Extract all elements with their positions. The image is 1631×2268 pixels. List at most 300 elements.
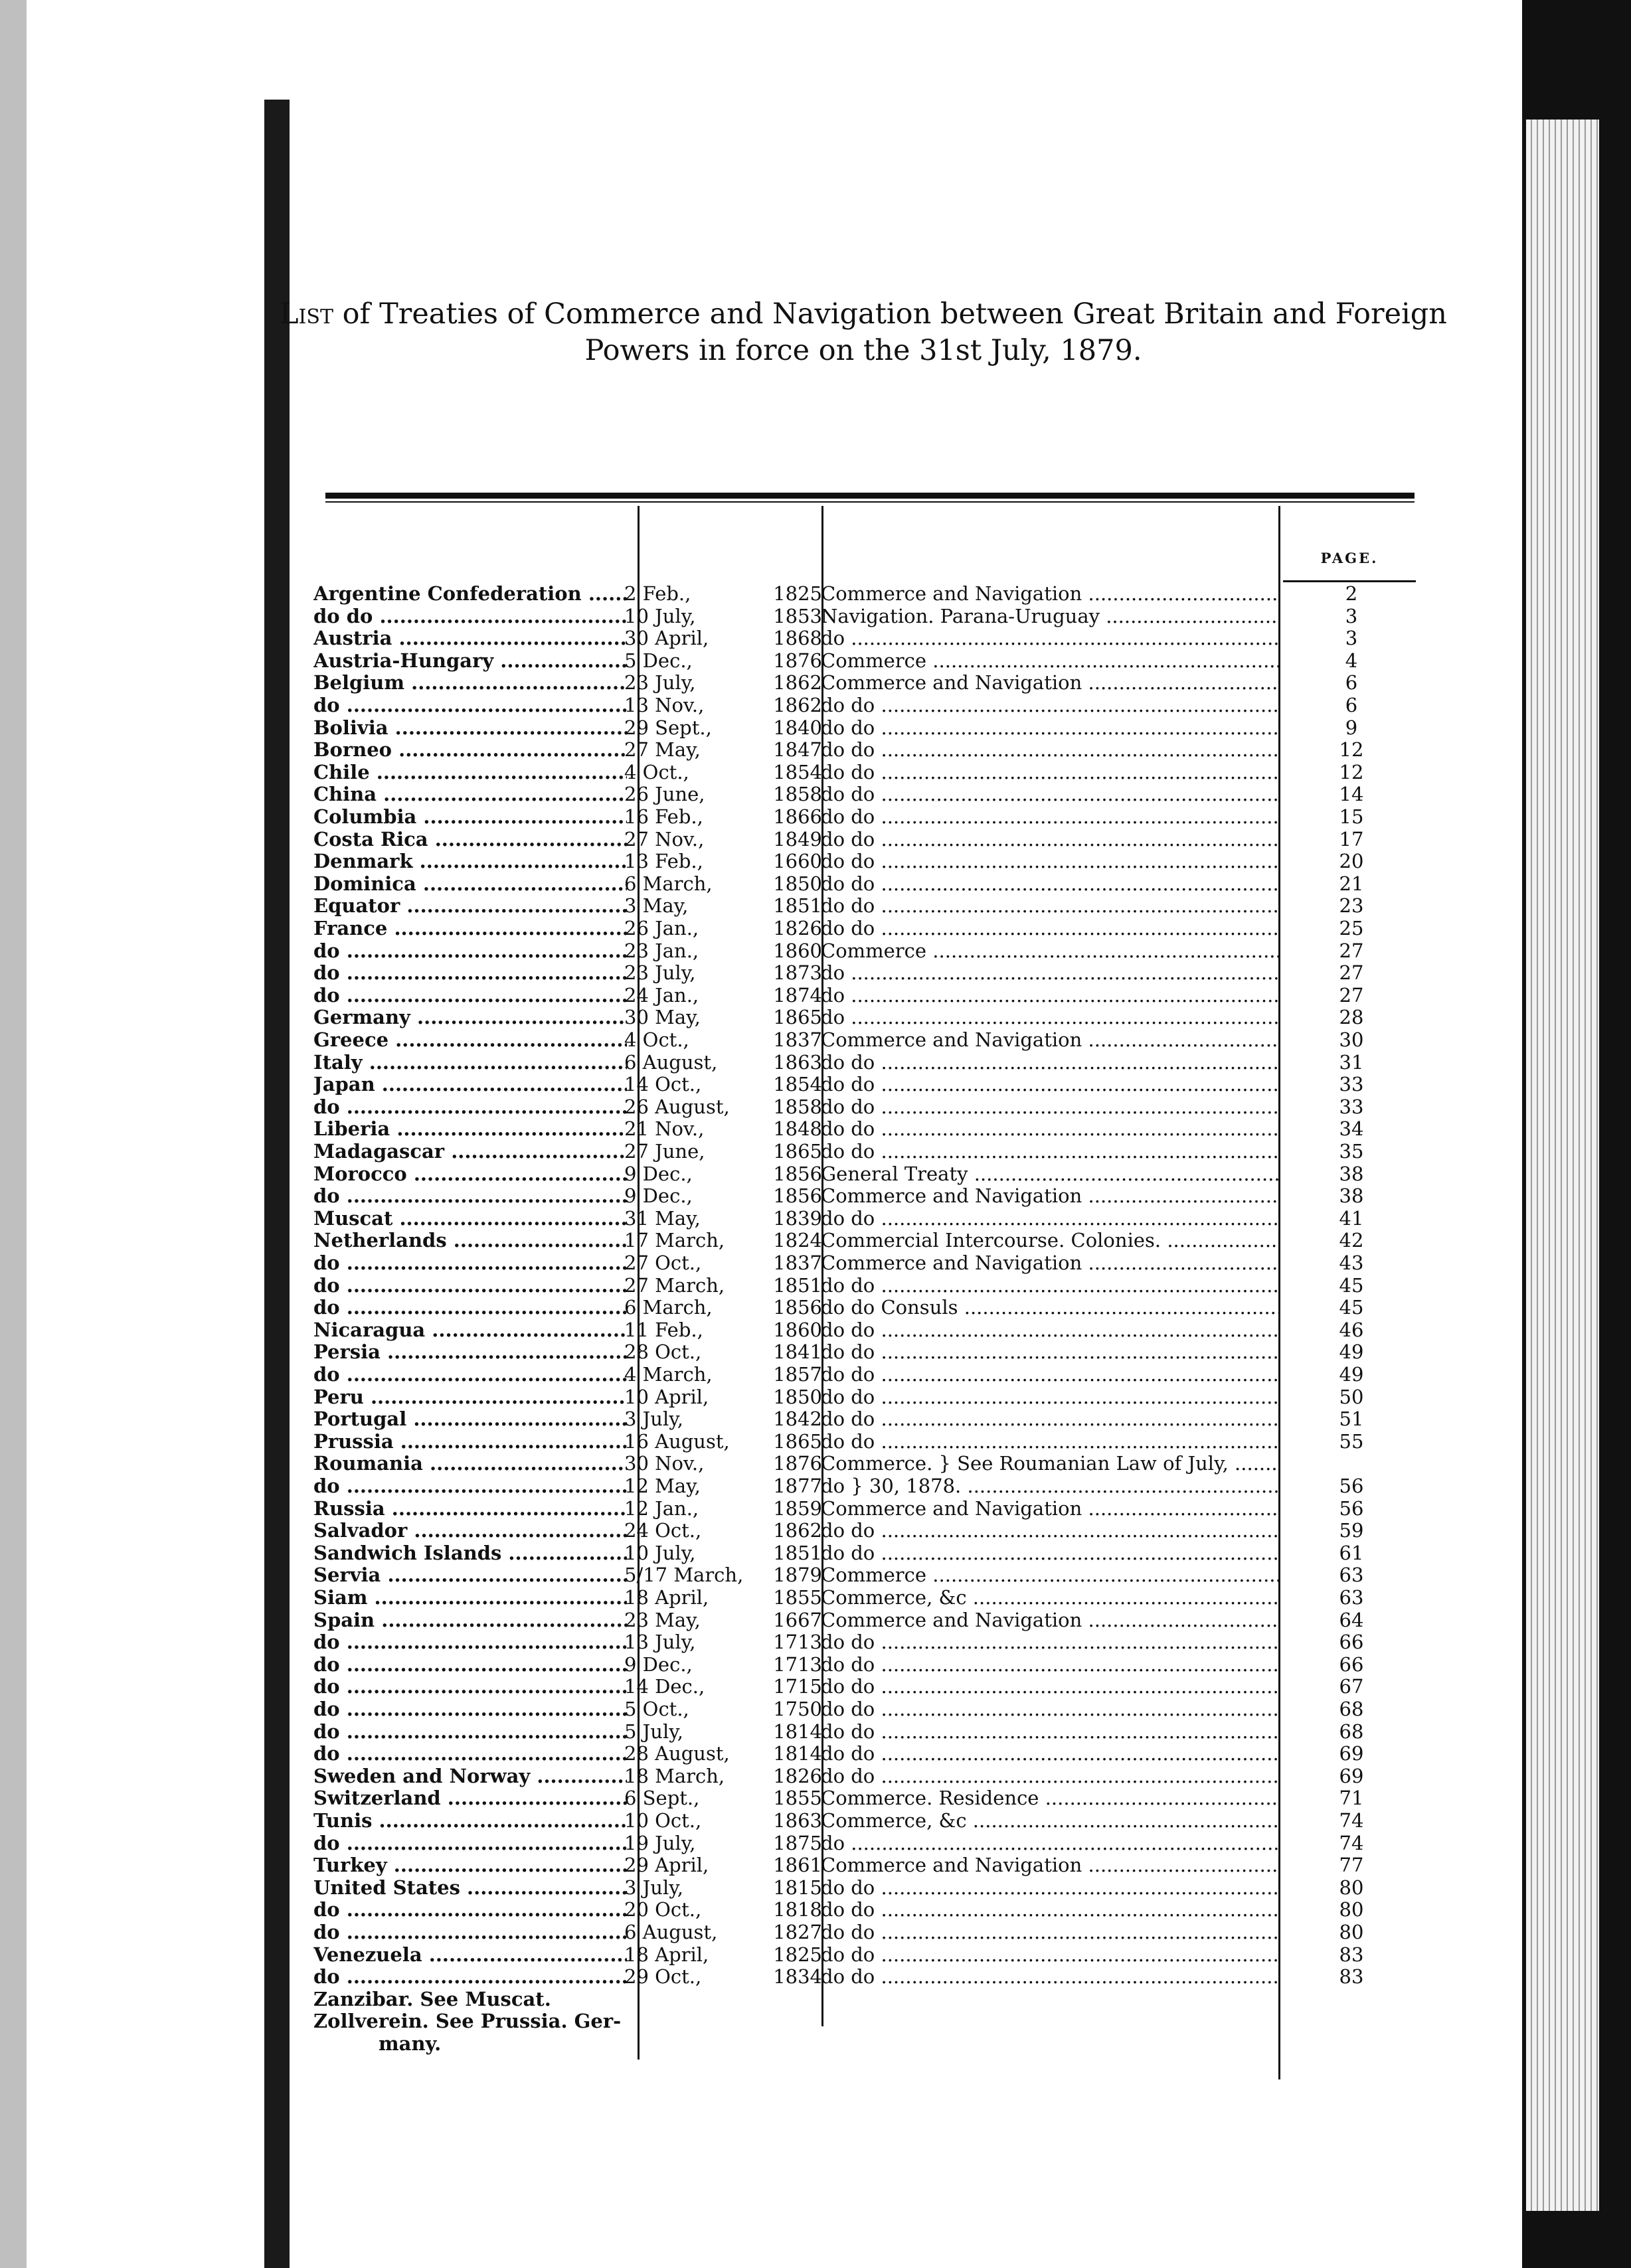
treaty-subject: do do ..... — [821, 694, 1279, 717]
treaty-page: 28 — [1339, 1006, 1364, 1029]
treaty-date: 29 April, — [624, 1854, 709, 1877]
treaty-date: 26 Jan., — [624, 918, 699, 939]
treaty-year: 1847 — [773, 738, 822, 762]
treaty-date: 6 March, — [624, 872, 713, 895]
treaty-subject: do do ..... — [821, 1319, 1279, 1342]
treaty-country: do do ..... — [313, 606, 627, 628]
treaty-country: do ..... — [313, 1966, 627, 1988]
treaty-date: 26 August, — [624, 1095, 730, 1118]
treaty-subject: do do ..... — [821, 1431, 1279, 1453]
book-spine — [264, 100, 290, 2268]
treaty-page: 27 — [1339, 961, 1364, 985]
treaty-date: 14 Oct., — [624, 1074, 702, 1096]
title-line-2: Powers in force on the 31st July, 1879. — [584, 334, 1142, 367]
treaty-subject: Commerce, &c ..... — [821, 1587, 1279, 1609]
treaty-year: 1855 — [773, 1787, 822, 1810]
treaty-date: 30 April, — [624, 627, 709, 650]
treaty-year: 1865 — [773, 1140, 822, 1163]
treaty-date: 10 Oct., — [624, 1810, 702, 1832]
treaty-year: 1826 — [773, 1764, 822, 1787]
treaty-page: 83 — [1339, 1943, 1364, 1966]
treaty-page: 67 — [1339, 1675, 1364, 1698]
treaty-year: 1851 — [773, 1273, 822, 1297]
treaty-subject: do do ..... — [821, 1721, 1279, 1743]
treaty-date: 20 Oct., — [624, 1899, 702, 1921]
treaty-year: 1857 — [773, 1363, 822, 1386]
treaty-subject: do do ..... — [821, 739, 1279, 762]
treaty-subject: do ..... — [821, 1007, 1279, 1029]
treaty-subject: do do ..... — [821, 1408, 1279, 1431]
treaty-country: Persia ..... — [313, 1341, 627, 1364]
treaty-date: 10 July, — [624, 605, 696, 627]
treaty-date: 6 August, — [624, 1051, 718, 1074]
treaty-date: 9 Dec., — [624, 1163, 693, 1185]
treaty-page: 23 — [1339, 894, 1364, 918]
treaty-year: 1856 — [773, 1162, 822, 1185]
top-thin-rule — [325, 501, 1415, 503]
treaty-year: 1879 — [773, 1564, 822, 1587]
footnote-line: Zanzibar. See Muscat. — [313, 1988, 551, 2010]
treaty-year: 1856 — [773, 1296, 822, 1319]
treaty-subject: do do Consuls ..... — [821, 1297, 1279, 1319]
treaty-country: do ..... — [313, 962, 627, 985]
treaty-date: 9 Dec., — [624, 1185, 693, 1208]
treaty-country: Denmark ..... — [313, 850, 627, 873]
treaty-year: 1827 — [773, 1921, 822, 1943]
treaty-country: France ..... — [313, 918, 627, 940]
treaty-page: 43 — [1339, 1252, 1364, 1274]
treaty-date: 11 Feb., — [624, 1319, 703, 1341]
treaty-country: do ..... — [313, 1899, 627, 1921]
footnote-line: Zollverein. See Prussia. Ger- — [313, 2010, 622, 2033]
treaty-subject: do do ..... — [821, 1052, 1279, 1074]
treaty-country: Nicaragua ..... — [313, 1319, 627, 1342]
treaty-country: Salvador ..... — [313, 1520, 627, 1542]
treaty-country: Madagascar ..... — [313, 1141, 627, 1163]
treaty-subject: do do ..... — [821, 850, 1279, 873]
treaty-page: 6 — [1345, 671, 1358, 694]
treaty-date: 5 Dec., — [624, 649, 693, 672]
treaty-country: do ..... — [313, 1832, 627, 1855]
treaty-country: do ..... — [313, 940, 627, 963]
treaty-date: 23 May, — [624, 1609, 701, 1631]
treaty-subject: do do ..... — [821, 1921, 1279, 1944]
treaty-country: Russia ..... — [313, 1498, 627, 1520]
treaty-subject: do do ..... — [821, 806, 1279, 829]
treaty-subject: do do ..... — [821, 873, 1279, 896]
treaty-year: 1865 — [773, 1429, 822, 1453]
treaty-subject: Commerce. } See Roumanian Law of July, ..... — [821, 1453, 1279, 1475]
treaty-country: Italy ..... — [313, 1052, 627, 1074]
treaty-date: 10 April, — [624, 1386, 709, 1408]
treaty-year: 1866 — [773, 805, 822, 828]
title-line-1 — [266, 297, 1461, 331]
treaty-country: Peru ..... — [313, 1386, 627, 1409]
treaty-subject: do do ..... — [821, 1141, 1279, 1163]
treaty-page: 61 — [1339, 1541, 1364, 1564]
footnote-line: many. — [379, 2033, 442, 2055]
treaty-subject: do do ..... — [821, 895, 1279, 918]
treaty-page: 80 — [1339, 1898, 1364, 1921]
treaty-subject: do do ..... — [821, 1096, 1279, 1119]
treaty-subject: do do ..... — [821, 1877, 1279, 1900]
treaty-page: 56 — [1339, 1475, 1364, 1497]
treaty-year: 1874 — [773, 983, 822, 1007]
treaty-year: 1860 — [773, 1318, 822, 1341]
treaty-date: 6 August, — [624, 1921, 718, 1943]
treaty-date: 18 March, — [624, 1765, 725, 1787]
treaty-country: Netherlands ..... — [313, 1230, 627, 1252]
treaty-subject: do do ..... — [821, 1765, 1279, 1788]
treaty-page: 71 — [1339, 1787, 1364, 1810]
treaty-date: 24 Oct., — [624, 1520, 702, 1542]
treaty-page: 83 — [1339, 1965, 1364, 1988]
treaty-date: 4 March, — [624, 1364, 713, 1386]
treaty-country: do ..... — [313, 985, 627, 1007]
treaty-page: 41 — [1339, 1206, 1364, 1230]
treaty-country: Austria-Hungary ..... — [313, 650, 627, 673]
treaty-year: 1713 — [773, 1653, 822, 1676]
treaty-country: Sandwich Islands ..... — [313, 1542, 627, 1565]
treaty-year: 1815 — [773, 1876, 822, 1899]
treaty-year: 1826 — [773, 917, 822, 939]
treaty-year: 1814 — [773, 1720, 822, 1743]
treaty-country: do ..... — [313, 694, 627, 717]
treaty-year: 1854 — [773, 760, 822, 783]
treaty-subject: do do ..... — [821, 783, 1279, 806]
treaty-subject: Commerce and Navigation ..... — [821, 672, 1279, 694]
treaty-page: 66 — [1339, 1653, 1364, 1676]
treaty-page: 68 — [1339, 1698, 1364, 1720]
treaty-country: Germany ..... — [313, 1007, 627, 1029]
treaty-subject: do do ..... — [821, 762, 1279, 784]
treaty-subject: do do ..... — [821, 1341, 1279, 1364]
treaty-year: 1851 — [773, 894, 822, 918]
treaty-date: 14 Dec., — [624, 1676, 705, 1698]
treaty-year: 1824 — [773, 1229, 822, 1252]
treaty-year: 1840 — [773, 716, 822, 739]
treaty-page: 77 — [1339, 1854, 1364, 1877]
treaty-date: 27 June, — [624, 1141, 705, 1163]
treaty-year: 1825 — [773, 1943, 822, 1966]
treaty-country: Sweden and Norway ..... — [313, 1765, 627, 1788]
treaty-page: 15 — [1339, 805, 1364, 828]
treaty-country: Tunis ..... — [313, 1810, 627, 1832]
treaty-year: 1849 — [773, 827, 822, 850]
treaty-country: Equator ..... — [313, 895, 627, 918]
treaty-date: 5/17 March, — [624, 1564, 744, 1587]
page-fore-edge — [1526, 120, 1599, 2211]
treaty-year: 1862 — [773, 694, 822, 716]
treaty-subject: do do ..... — [821, 1542, 1279, 1565]
treaty-date: 27 Oct., — [624, 1252, 702, 1274]
treaty-subject: do ..... — [821, 627, 1279, 650]
treaty-year: 1842 — [773, 1408, 822, 1431]
treaty-year: 1865 — [773, 1006, 822, 1029]
treaty-year: 1850 — [773, 872, 822, 895]
treaty-year: 1841 — [773, 1340, 822, 1364]
treaty-year: 1850 — [773, 1385, 822, 1408]
treaty-date: 17 March, — [624, 1230, 725, 1252]
treaty-year: 1667 — [773, 1608, 822, 1631]
treaty-date: 28 Oct., — [624, 1341, 702, 1364]
treaty-country: Prussia ..... — [313, 1431, 627, 1453]
treaty-year: 1856 — [773, 1184, 822, 1208]
treaty-year: 1853 — [773, 604, 822, 627]
treaty-year: 1839 — [773, 1206, 822, 1230]
treaty-page: 46 — [1339, 1318, 1364, 1341]
treaty-subject: do do ..... — [821, 1386, 1279, 1409]
treaty-subject: General Treaty ..... — [821, 1163, 1279, 1186]
treaty-date: 12 Jan., — [624, 1497, 699, 1520]
treaty-page: 35 — [1339, 1140, 1364, 1163]
treaty-date: 9 Dec., — [624, 1653, 693, 1676]
treaty-page: 42 — [1339, 1229, 1364, 1252]
treaty-subject: do ..... — [821, 962, 1279, 985]
treaty-page: 80 — [1339, 1921, 1364, 1943]
treaty-year: 1868 — [773, 627, 822, 650]
treaty-page: 12 — [1339, 738, 1364, 762]
treaty-year: 1858 — [773, 783, 822, 806]
treaty-page: 33 — [1339, 1073, 1364, 1096]
treaty-date: 30 May, — [624, 1007, 701, 1029]
treaty-date: 5 Oct., — [624, 1698, 689, 1720]
scan-left-edge — [0, 0, 27, 2268]
treaty-subject: Commerce and Navigation ..... — [821, 1609, 1279, 1632]
treaty-date: 29 Sept., — [624, 716, 712, 739]
treaty-country: do ..... — [313, 1364, 627, 1386]
treaty-year: 1660 — [773, 850, 822, 873]
treaty-year: 1877 — [773, 1475, 822, 1497]
treaty-subject: do do ..... — [821, 1743, 1279, 1765]
treaty-country: Turkey ..... — [313, 1854, 627, 1877]
treaty-date: 16 August, — [624, 1430, 730, 1453]
treaty-year: 1876 — [773, 1452, 822, 1475]
treaty-page: 3 — [1345, 627, 1358, 650]
treaty-page: 50 — [1339, 1385, 1364, 1408]
treaty-page: 12 — [1339, 760, 1364, 783]
treaty-year: 1859 — [773, 1497, 822, 1520]
treaty-page: 51 — [1339, 1408, 1364, 1431]
treaty-subject: do do ..... — [821, 1631, 1279, 1654]
treaty-country: do ..... — [313, 1654, 627, 1676]
treaty-date: 27 May, — [624, 739, 701, 762]
treaty-date: 18 April, — [624, 1587, 709, 1609]
treaty-country: do ..... — [313, 1275, 627, 1297]
title-rest: of Treaties of Commerce and Navigation between Great Britain and Foreign — [342, 297, 1447, 331]
treaty-page: 45 — [1339, 1273, 1364, 1297]
treaty-date: 3 May, — [624, 895, 689, 918]
treaty-subject: do do ..... — [821, 1654, 1279, 1676]
treaty-page: 74 — [1339, 1809, 1364, 1832]
treaty-country: do ..... — [313, 1743, 627, 1765]
top-thick-rule — [325, 493, 1415, 499]
treaty-date: 24 Jan., — [624, 984, 699, 1007]
treaty-page: 6 — [1345, 694, 1358, 716]
treaty-subject: do do ..... — [821, 829, 1279, 851]
treaty-subject: Commerce ..... — [821, 1564, 1279, 1587]
treaty-date: 18 April, — [624, 1943, 709, 1966]
treaty-date: 26 June, — [624, 783, 705, 806]
treaty-page: 59 — [1339, 1519, 1364, 1542]
treaty-page: 74 — [1339, 1831, 1364, 1854]
treaty-country: do ..... — [313, 1252, 627, 1275]
treaty-country: Spain ..... — [313, 1609, 627, 1632]
treaty-page: 14 — [1339, 783, 1364, 806]
treaty-year: 1834 — [773, 1965, 822, 1988]
treaty-country: Switzerland ..... — [313, 1787, 627, 1810]
treaty-country: Greece ..... — [313, 1029, 627, 1052]
treaty-page: 17 — [1339, 827, 1364, 850]
treaty-page: 31 — [1339, 1050, 1364, 1074]
treaty-year: 1858 — [773, 1095, 822, 1118]
treaty-year: 1713 — [773, 1631, 822, 1654]
treaty-year: 1860 — [773, 939, 822, 962]
treaty-date: 30 Nov., — [624, 1453, 705, 1475]
treaty-date: 21 Nov., — [624, 1118, 705, 1141]
treaty-subject: do ..... — [821, 1832, 1279, 1855]
treaty-country: Dominica ..... — [313, 873, 627, 896]
treaty-year: 1837 — [773, 1028, 822, 1051]
treaty-page: 33 — [1339, 1095, 1364, 1118]
treaty-country: China ..... — [313, 783, 627, 806]
treaty-subject: Commerce. Residence ..... — [821, 1787, 1279, 1810]
treaty-subject: do do ..... — [821, 1698, 1279, 1721]
treaty-page: 3 — [1345, 604, 1358, 627]
treaty-page: 34 — [1339, 1117, 1364, 1141]
treaty-country: do ..... — [313, 1475, 627, 1498]
treaty-year: 1825 — [773, 582, 822, 605]
treaty-country: do ..... — [313, 1185, 627, 1208]
treaty-country: Venezuela ..... — [313, 1944, 627, 1967]
treaty-page: 68 — [1339, 1720, 1364, 1743]
treaty-country: Belgium ..... — [313, 672, 627, 694]
treaty-country: do ..... — [313, 1297, 627, 1319]
treaty-subject: do do ..... — [821, 1520, 1279, 1542]
treaty-year: 1861 — [773, 1854, 822, 1877]
treaty-subject: do do ..... — [821, 1364, 1279, 1386]
treaty-page: 69 — [1339, 1764, 1364, 1787]
treaty-subject: do } 30, 1878. ..... — [821, 1475, 1279, 1498]
treaty-subject: do do ..... — [821, 1074, 1279, 1096]
treaty-country: Costa Rica ..... — [313, 829, 627, 851]
treaty-year: 1875 — [773, 1831, 822, 1854]
treaty-date: 3 July, — [624, 1876, 683, 1899]
treaty-page: 49 — [1339, 1363, 1364, 1386]
treaty-page: 69 — [1339, 1742, 1364, 1765]
treaty-date: 6 March, — [624, 1297, 713, 1319]
treaty-page: 55 — [1339, 1429, 1364, 1453]
treaty-page: 66 — [1339, 1631, 1364, 1654]
treaty-date: 12 May, — [624, 1475, 701, 1497]
treaty-year: 1876 — [773, 649, 822, 672]
treaty-subject: do do ..... — [821, 918, 1279, 940]
treaty-country: Chile ..... — [313, 762, 627, 784]
treaty-date: 4 Oct., — [624, 761, 689, 783]
treaty-subject: do ..... — [821, 985, 1279, 1007]
treaty-page: 21 — [1339, 872, 1364, 895]
treaty-country: Siam ..... — [313, 1587, 627, 1609]
treaty-year: 1863 — [773, 1809, 822, 1832]
treaty-subject: Commercial Intercourse. Colonies. ..... — [821, 1230, 1279, 1252]
treaty-country: Japan ..... — [313, 1074, 627, 1096]
treaty-page: 38 — [1339, 1184, 1364, 1208]
title-list-word: List — [280, 297, 333, 331]
treaty-date: 23 Jan., — [624, 939, 699, 962]
treaty-subject: do do ..... — [821, 1966, 1279, 1988]
treaty-page: 80 — [1339, 1876, 1364, 1899]
treaty-year: 1863 — [773, 1050, 822, 1074]
treaty-country: Portugal ..... — [313, 1408, 627, 1431]
treaty-page: 30 — [1339, 1028, 1364, 1051]
treaty-page: 38 — [1339, 1162, 1364, 1185]
treaty-year: 1855 — [773, 1586, 822, 1609]
treaty-date: 3 July, — [624, 1408, 683, 1431]
treaty-year: 1814 — [773, 1742, 822, 1765]
treaty-subject: Commerce ..... — [821, 650, 1279, 673]
treaty-page: 25 — [1339, 917, 1364, 939]
treaty-country: Austria ..... — [313, 627, 627, 650]
treaty-date: 10 July, — [624, 1542, 696, 1564]
treaty-date: 13 Feb., — [624, 850, 703, 873]
treaty-subject: do do ..... — [821, 1944, 1279, 1967]
treaty-year: 1837 — [773, 1252, 822, 1274]
treaty-date: 13 Nov., — [624, 694, 705, 716]
treaty-year: 1851 — [773, 1541, 822, 1564]
treaty-country: do ..... — [313, 1721, 627, 1743]
treaty-subject: Commerce and Navigation ..... — [821, 1252, 1279, 1275]
treaty-subject: do do ..... — [821, 1899, 1279, 1921]
treaty-date: 31 May, — [624, 1207, 701, 1230]
treaty-page: 9 — [1345, 716, 1358, 739]
treaty-subject: Commerce and Navigation ..... — [821, 583, 1279, 606]
treaty-country: Bolivia ..... — [313, 717, 627, 740]
treaty-subject: Commerce ..... — [821, 940, 1279, 963]
treaty-page: 2 — [1345, 582, 1358, 605]
treaty-subject: do do ..... — [821, 1118, 1279, 1141]
treaty-page: 27 — [1339, 939, 1364, 962]
treaty-date: 19 July, — [624, 1832, 696, 1854]
treaty-page: 63 — [1339, 1586, 1364, 1609]
treaty-date: 27 March, — [624, 1274, 725, 1297]
treaty-subject: Commerce and Navigation ..... — [821, 1185, 1279, 1208]
treaty-year: 1750 — [773, 1698, 822, 1720]
treaty-page: 20 — [1339, 850, 1364, 873]
treaty-year: 1818 — [773, 1898, 822, 1921]
treaty-page: 63 — [1339, 1564, 1364, 1587]
treaty-date: 13 July, — [624, 1631, 696, 1654]
treaty-subject: do do ..... — [821, 1208, 1279, 1230]
treaty-subject: Commerce, &c ..... — [821, 1810, 1279, 1832]
treaty-date: 23 July, — [624, 672, 696, 694]
treaty-date: 5 July, — [624, 1720, 683, 1743]
treaty-country: Liberia ..... — [313, 1118, 627, 1141]
treaty-date: 29 Oct., — [624, 1966, 702, 1988]
treaty-year: 1854 — [773, 1073, 822, 1096]
treaty-country: Columbia ..... — [313, 806, 627, 829]
treaty-country: United States ..... — [313, 1877, 627, 1900]
treaty-country: do ..... — [313, 1698, 627, 1721]
treaty-subject: Navigation. Parana-Uruguay ..... — [821, 606, 1279, 628]
treaty-country: Morocco ..... — [313, 1163, 627, 1186]
treaty-country: Servia ..... — [313, 1564, 627, 1587]
treaty-page: 64 — [1339, 1608, 1364, 1631]
treaty-year: 1715 — [773, 1675, 822, 1698]
page-column-heading: PAGE. — [1320, 550, 1379, 566]
treaty-country: Argentine Confederation ..... — [313, 583, 627, 606]
treaty-date: 6 Sept., — [624, 1787, 700, 1810]
treaty-subject: do do ..... — [821, 1676, 1279, 1698]
